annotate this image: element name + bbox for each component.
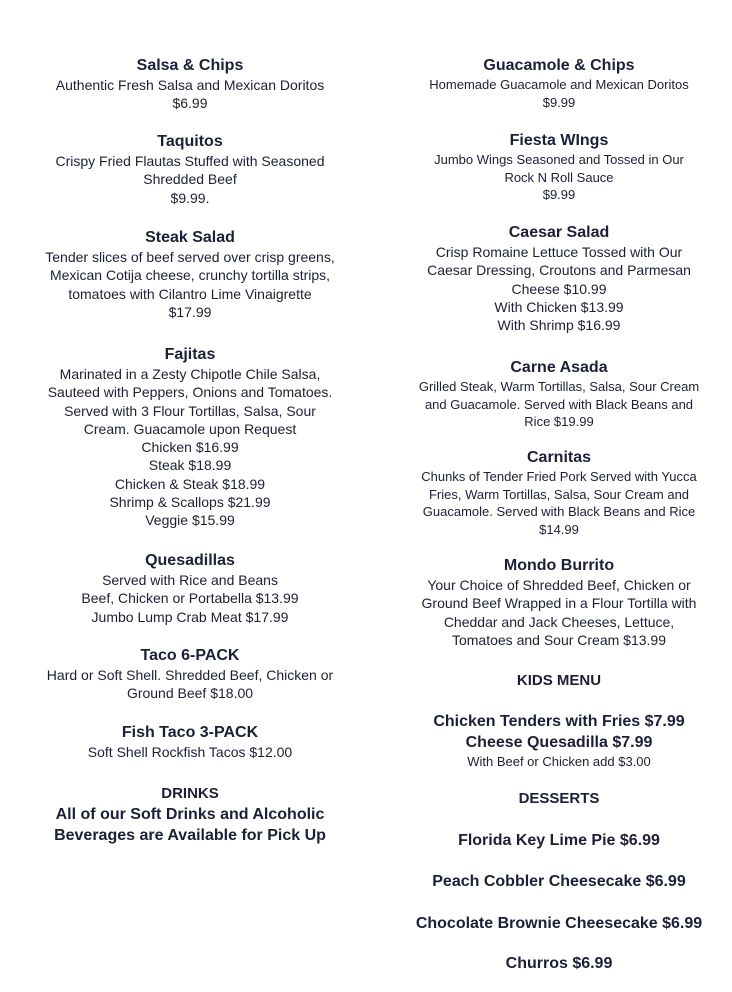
dessert-item: Florida Key Lime Pie $6.99	[458, 832, 660, 849]
item-price: $17.99	[168, 303, 212, 320]
item-price: Shrimp & Scallops $21.99	[109, 494, 271, 511]
menu-item-fajitas	[22, 345, 358, 530]
item-price: $9.99.	[170, 189, 210, 206]
menu-item-caesar-salad	[392, 223, 726, 334]
kids-menu-items	[392, 711, 726, 771]
drinks-header: DRINKS	[161, 785, 219, 802]
menu-item-fish-taco	[22, 723, 358, 761]
item-name: Salsa & Chips	[136, 57, 244, 74]
menu-item-steak-salad	[22, 228, 358, 321]
kids-menu-header: KIDS MENU	[516, 672, 602, 689]
menu-item-taquitos	[22, 132, 358, 207]
item-price: $9.99	[542, 187, 576, 203]
item-price: Rice $19.99	[524, 414, 594, 430]
item-name: Fish Taco 3-PACK	[121, 724, 259, 741]
item-line: Rock N Roll Sauce	[504, 169, 614, 185]
item-line: Served with Rice and Beans	[102, 572, 278, 588]
item-name: Mondo Burrito	[503, 557, 615, 574]
item-line: Cheddar and Jack Cheeses, Lettuce,	[443, 613, 675, 630]
drinks-section	[22, 784, 358, 846]
item-price: With Shrimp $16.99	[497, 317, 621, 334]
item-name: Quesadillas	[145, 552, 235, 569]
item-name: Taquitos	[157, 133, 223, 150]
item-name: Guacamole & Chips	[483, 57, 635, 74]
item-price: Chicken $16.99	[141, 439, 239, 456]
menu-item-quesadillas	[22, 551, 358, 626]
kids-note: With Beef or Chicken add $3.00	[467, 754, 651, 769]
dessert-item: Peach Cobbler Cheesecake $6.99	[432, 873, 686, 890]
item-price: Soft Shell Rockfish Tacos $12.00	[87, 744, 293, 760]
menu-item-mondo-burrito	[392, 556, 726, 649]
item-line: Crispy Fried Flautas Stuffed with Seasoned	[55, 153, 325, 169]
item-name: Fiesta WIngs	[509, 132, 609, 149]
item-price: Steak $18.99	[148, 457, 232, 474]
item-line: Sauteed with Peppers, Onions and Tomatoes.	[47, 384, 333, 401]
drinks-note: Beverages are Available for Pick Up	[54, 827, 326, 844]
dessert-item: Chocolate Brownie Cheesecake $6.99	[415, 915, 703, 932]
item-price: Veggie $15.99	[145, 512, 235, 529]
item-line: Grilled Steak, Warm Tortillas, Salsa, Sour Cream	[418, 379, 700, 394]
menu-item-salsa-chips	[22, 56, 358, 113]
item-name: Steak Salad	[145, 229, 235, 246]
item-price: $14.99	[539, 521, 579, 537]
item-name: Taco 6-PACK	[140, 647, 240, 664]
item-line: Caesar Dressing, Croutons and Parmesan	[427, 262, 691, 279]
item-line: Fries, Warm Tortillas, Salsa, Sour Cream and	[428, 486, 690, 502]
item-price: Cheese $10.99	[511, 280, 607, 297]
item-price: Beef, Chicken or Portabella $13.99	[81, 590, 299, 607]
item-price: $9.99	[542, 94, 576, 110]
kids-item: Chicken Tenders with Fries $7.99	[433, 713, 685, 730]
item-line: Crisp Romaine Lettuce Tossed with Our	[435, 244, 683, 260]
desserts-header: DESSERTS	[518, 790, 600, 807]
item-name: Fajitas	[164, 346, 216, 363]
item-line: Chunks of Tender Fried Pork Served with Yucca	[421, 469, 697, 484]
item-line: Hard or Soft Shell. Shredded Beef, Chicken or	[46, 667, 334, 683]
item-line: Homemade Guacamole and Mexican Doritos	[429, 77, 689, 92]
item-price: Chicken & Steak $18.99	[114, 475, 266, 492]
item-name: Caesar Salad	[508, 224, 610, 241]
item-price: With Chicken $13.99	[494, 298, 624, 315]
item-line: Shredded Beef	[143, 171, 237, 188]
item-line: tomatoes with Cilantro Lime Vinaigrette	[68, 285, 312, 302]
item-price: $6.99	[172, 95, 208, 112]
item-line: Served with 3 Flour Tortillas, Salsa, Sour	[64, 402, 316, 419]
item-name: Carnitas	[526, 449, 592, 466]
item-line: Mexican Cotija cheese, crunchy tortilla strips,	[49, 267, 331, 284]
item-line: Marinated in a Zesty Chipotle Chile Salsa,	[59, 366, 321, 382]
menu-item-fiesta-wings	[392, 131, 726, 204]
dessert-item: Churros $6.99	[505, 955, 613, 972]
item-line: and Guacamole. Served with Black Beans and	[424, 396, 694, 412]
item-line: Guacamole. Served with Black Beans and Rice	[422, 504, 696, 520]
item-line: Tender slices of beef served over crisp greens,	[45, 249, 335, 265]
menu-item-carne-asada	[392, 358, 726, 431]
item-name: Carne Asada	[510, 359, 608, 376]
item-line: Your Choice of Shredded Beef, Chicken or	[427, 577, 691, 593]
menu-item-taco-6-pack	[22, 646, 358, 703]
item-price: Jumbo Lump Crab Meat $17.99	[91, 608, 289, 625]
item-price: Ground Beef $18.00	[126, 685, 254, 702]
drinks-note: All of our Soft Drinks and Alcoholic	[55, 806, 325, 823]
menu-item-guacamole-chips	[392, 56, 726, 111]
item-line: Jumbo Wings Seasoned and Tossed in Our	[434, 152, 684, 167]
kids-item: Cheese Quesadilla $7.99	[465, 734, 653, 751]
menu-item-carnitas	[392, 448, 726, 538]
item-line: Cream. Guacamole upon Request	[83, 420, 297, 437]
item-line: Authentic Fresh Salsa and Mexican Doritos	[55, 77, 325, 93]
item-price: Tomatoes and Sour Cream $13.99	[451, 631, 666, 648]
item-line: Ground Beef Wrapped in a Flour Tortilla with	[421, 595, 697, 612]
